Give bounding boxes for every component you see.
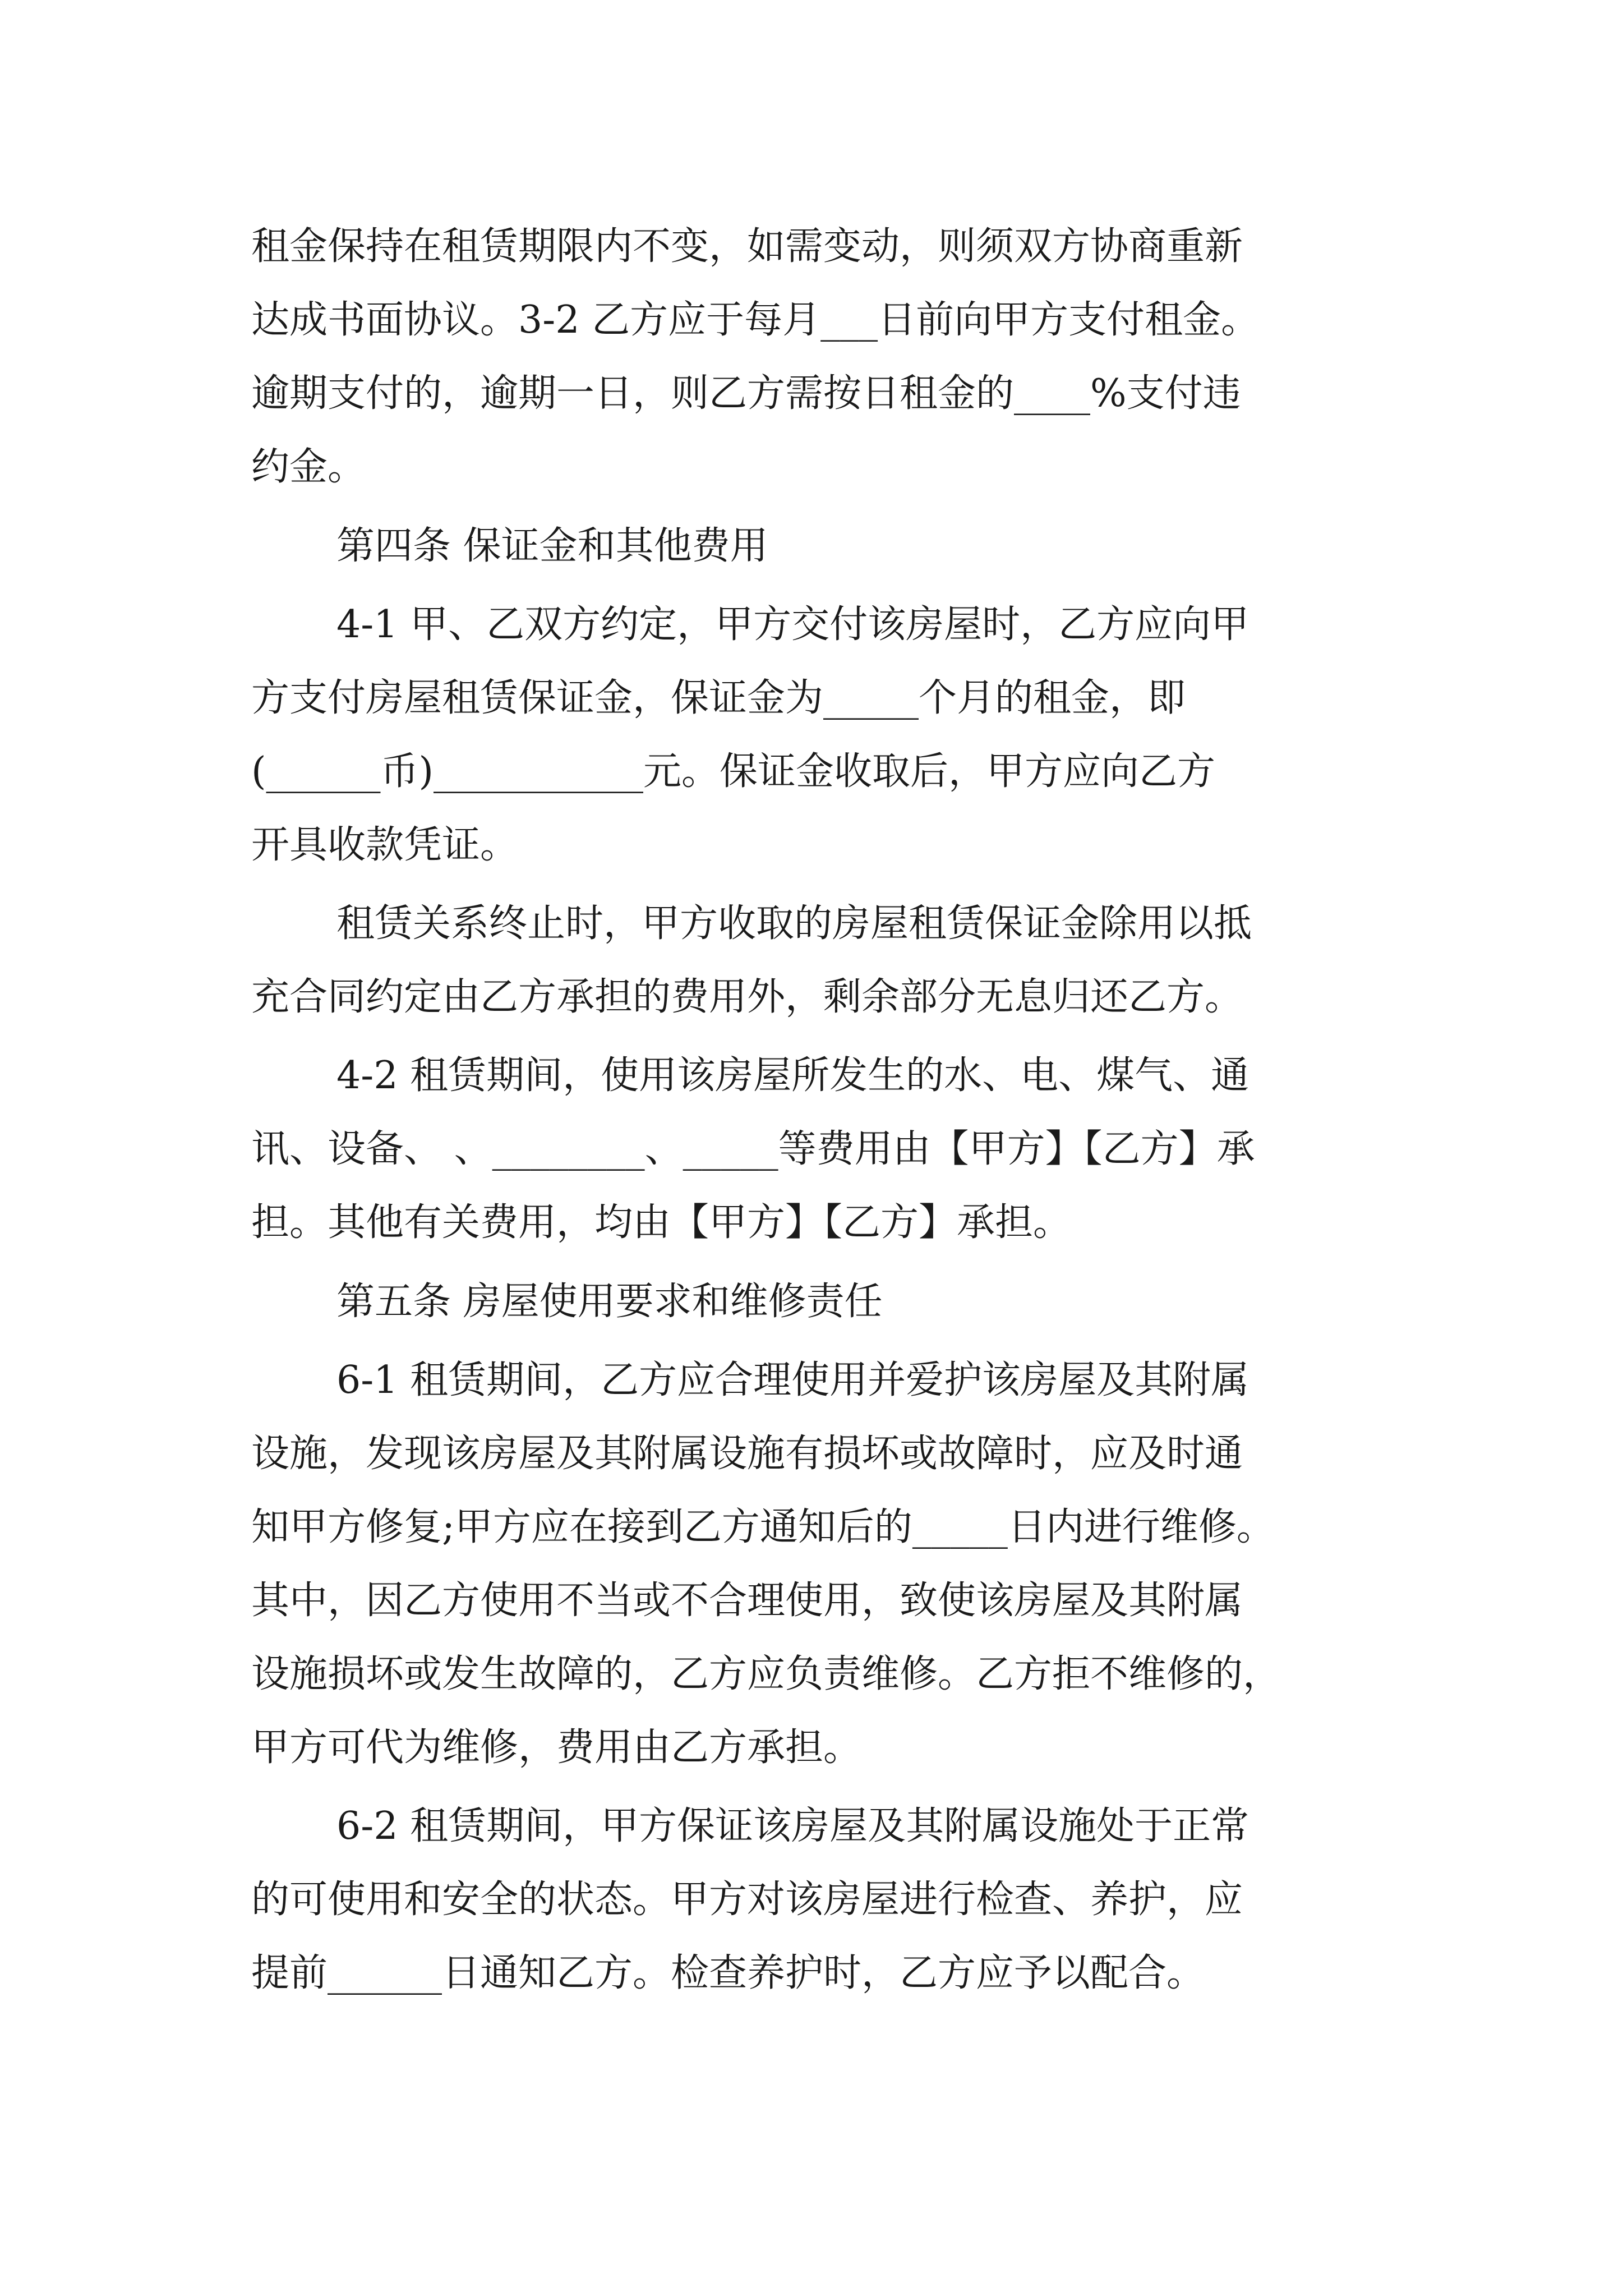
text-line: 讯、设备、 、________、_____等费用由【甲方】【乙方】承	[251, 1127, 1255, 1171]
text-line: 租金保持在租赁期限内不变，如需变动，则须双方协商重新	[251, 224, 1243, 269]
text-line: 提前______日通知乙方。检查养护时，乙方应予以配合。	[251, 1951, 1205, 1995]
text-line: 约金。	[251, 445, 366, 489]
text-line: 的可使用和安全的状态。甲方对该房屋进行检查、养护，应	[251, 1878, 1243, 1922]
text-line: 逾期支付的，逾期一日，则乙方需按日租金的____%支付违	[251, 371, 1241, 416]
text-line: 租赁关系终止时，甲方收取的房屋租赁保证金除用以抵	[336, 901, 1252, 946]
text-line: 6-2 租赁期间，甲方保证该房屋及其附属设施处于正常	[336, 1804, 1249, 1848]
text-line: 开具收款凭证。	[251, 823, 519, 867]
text-line: 其中，因乙方使用不当或不合理使用，致使该房屋及其附属	[251, 1579, 1243, 1623]
text-line: 担。其他有关费用，均由【甲方】【乙方】承担。	[251, 1200, 1072, 1245]
text-line: 甲方可代为维修，费用由乙方承担。	[251, 1726, 862, 1770]
text-line: 设施，发现该房屋及其附属设施有损坏或故障时，应及时通	[251, 1432, 1243, 1476]
text-line: 方支付房屋租赁保证金，保证金为_____个月的租金，即	[251, 676, 1186, 720]
text-line: (______币)___________元。保证金收取后，甲方应向乙方	[251, 749, 1216, 794]
section-heading: 第四条 保证金和其他费用	[336, 524, 768, 568]
text-line: 设施损坏或发生故障的，乙方应负责维修。乙方拒不维修的，	[251, 1652, 1281, 1696]
text-line: 充合同约定由乙方承担的费用外，剩余部分无息归还乙方。	[251, 975, 1243, 1019]
text-line: 6-1 租赁期间，乙方应合理使用并爱护该房屋及其附属	[336, 1358, 1249, 1402]
text-line: 4-1 甲、乙双方约定，甲方交付该房屋时，乙方应向甲	[336, 602, 1249, 647]
text-line: 知甲方修复;甲方应在接到乙方通知后的_____日内进行维修。	[251, 1505, 1275, 1549]
section-heading: 第五条 房屋使用要求和维修责任	[336, 1280, 883, 1324]
text-line: 4-2 租赁期间，使用该房屋所发生的水、电、煤气、通	[336, 1053, 1249, 1098]
text-line: 达成书面协议。3-2 乙方应于每月___日前向甲方支付租金。	[251, 298, 1260, 342]
